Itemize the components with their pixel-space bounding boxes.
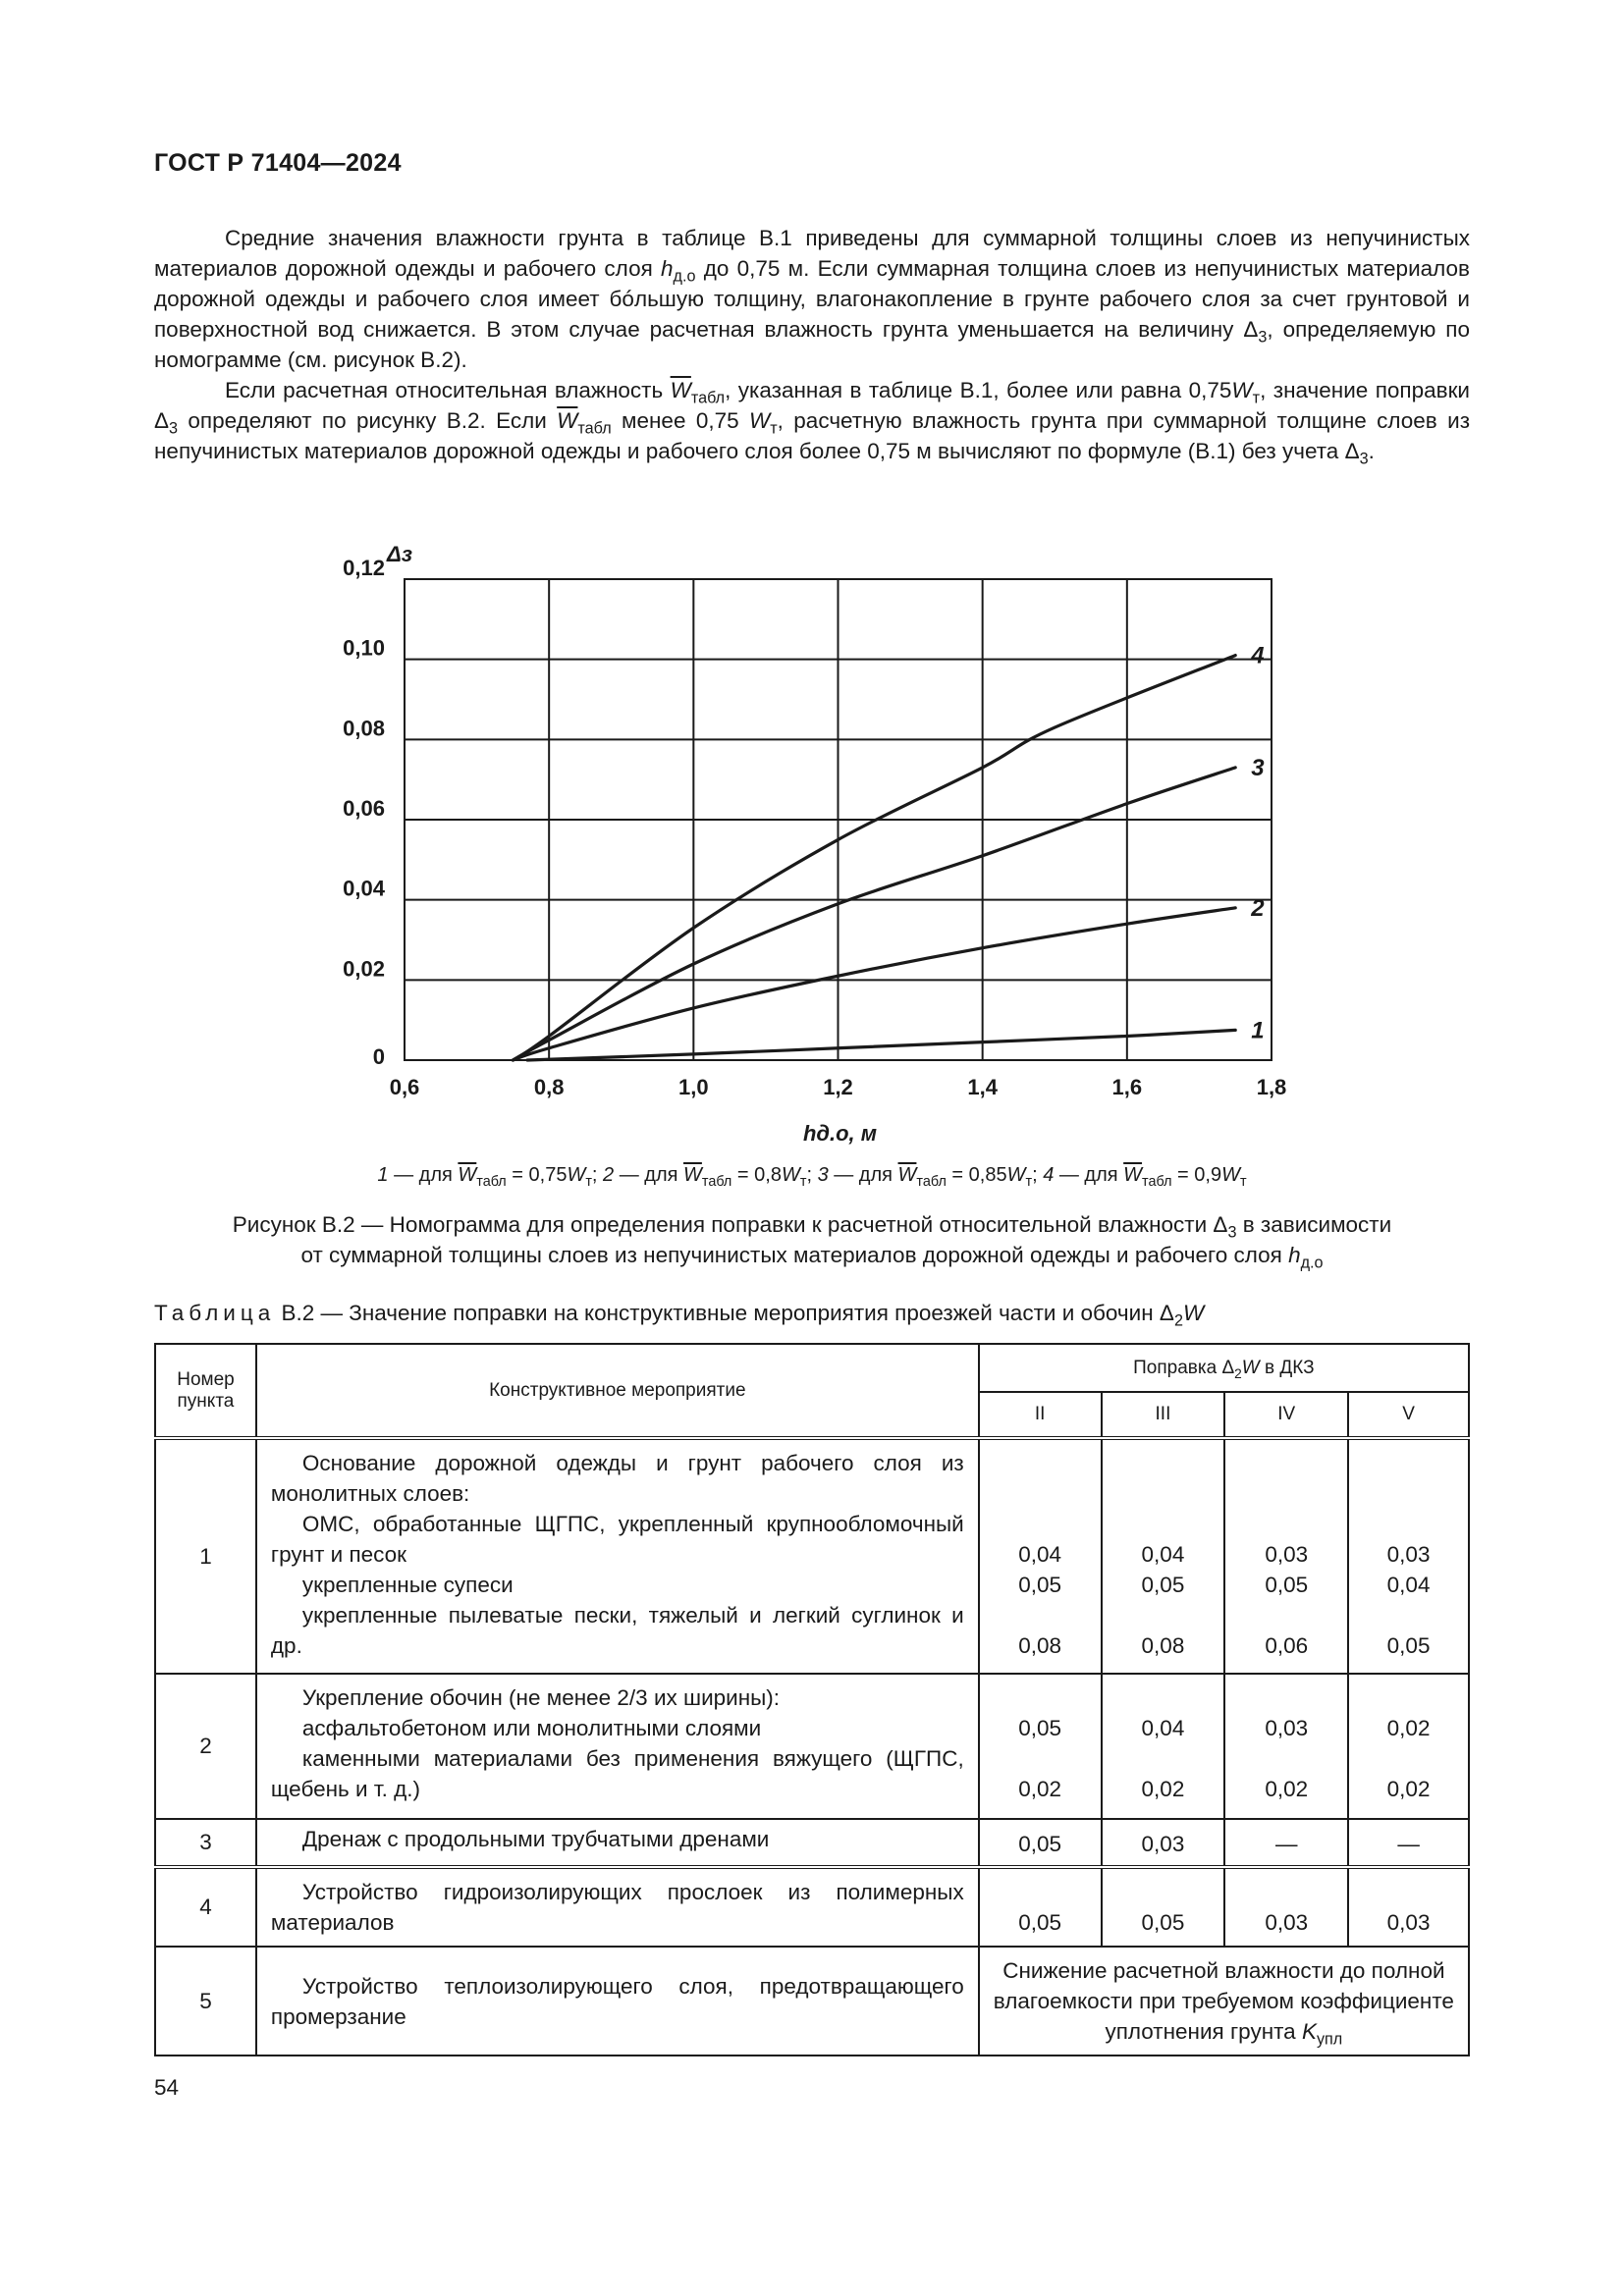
document-header: ГОСТ Р 71404—2024 xyxy=(154,149,402,177)
x-tick-label: 1,6 xyxy=(1111,1075,1143,1099)
table-row xyxy=(155,1819,1469,1867)
row-values: 0,04 0,02 xyxy=(1102,1674,1225,1819)
x-tick-label: 0,6 xyxy=(389,1075,420,1099)
nomogram-chart xyxy=(314,518,1316,1147)
figure-caption: Рисунок В.2 — Номограмма для определения поправки к расчетной относительной влажности $\Delta_3$ в зависимости от суммарной толщины слоев из непучинистых материалов дорожной одежды и рабочего слоя $h_{д.о}$ xyxy=(232,1212,1392,1272)
table-row xyxy=(155,1947,1469,2056)
row-values: 0,02 0,02 xyxy=(1348,1674,1469,1819)
table-title: Таблица В.2 — Значение поправки на конструктивные мероприятия проезжей части и обочин $\Delta_2W$ xyxy=(154,1301,1205,1330)
row-number: 3 xyxy=(155,1819,256,1867)
row-value: — xyxy=(1224,1819,1348,1867)
series-label-1: 1 xyxy=(1251,1017,1265,1044)
row-measure: Основание дорожной одежды и грунт рабочего слоя из монолитных слоев: ОМС, обработанные ЩГПС, укрепленный крупнообломочный грунт и песок укрепленные супеси укрепленные пылеватые пески, тяжелый и легкий суглинок и др. xyxy=(256,1438,979,1674)
x-tick-label: 1,0 xyxy=(678,1075,709,1099)
corrections-table xyxy=(154,1343,1470,2056)
row-value: 0,03 xyxy=(1224,1867,1348,1947)
row-measure: Дренаж с продольными трубчатыми дренами xyxy=(256,1819,979,1867)
x-axis-label: hд.о, м xyxy=(802,1121,878,1146)
row-values: 0,05 0,02 xyxy=(979,1674,1102,1819)
y-tick-label: 0,04 xyxy=(343,876,385,901)
row-value: 0,05 xyxy=(1102,1867,1225,1947)
row-number: 4 xyxy=(155,1867,256,1947)
series-label-3: 3 xyxy=(1251,754,1265,781)
row-number: 2 xyxy=(155,1674,256,1819)
y-tick-label: 0,12 xyxy=(343,556,385,580)
row-measure: Устройство гидроизолирующих прослоек из полимерных материалов xyxy=(256,1867,979,1947)
zone-header: II xyxy=(979,1392,1102,1438)
row-value: 0,05 xyxy=(979,1819,1102,1867)
row-values: 0,03 0,04 0,05 xyxy=(1348,1438,1469,1674)
page-number: 54 xyxy=(154,2075,180,2100)
paragraph-1: Средние значения влажности грунта в таблице В.1 приведены для суммарной толщины слоев из непучинистых материалов дорожной одежды и рабочего слоя $h_{д.о}$ до 0,75 м. Если суммарная толщина слоев из непучинистых материалов дорожной одежды и рабочего слоя имеет бóльшую толщину, влагонакопление в грунте рабочего слоя за счет грунтовой и поверхностной вод снижается. В этом случае расчетная влажность грунта уменьшается на величину $\Delta_3$, определяемую по номограмме (см. рисунок В.2). xyxy=(154,226,1471,372)
table-row xyxy=(155,1867,1469,1947)
row-value: 0,03 xyxy=(1348,1867,1469,1947)
y-tick-label: 0,02 xyxy=(343,956,385,982)
y-tick-label: 0 xyxy=(372,1044,385,1069)
y-tick-label: 0,10 xyxy=(343,635,385,661)
zone-header: IV xyxy=(1224,1392,1348,1438)
row-measure: Укрепление обочин (не менее 2/3 их ширины): асфальтобетоном или монолитными слоями каменными материалами без применения вяжущего (ЩГПС, щебень и т. д.) xyxy=(256,1674,979,1819)
header-measure: Конструктивное мероприятие xyxy=(256,1344,979,1438)
row-number: 5 xyxy=(155,1947,256,2056)
series-line-1 xyxy=(527,1030,1235,1060)
row-values: 0,04 0,05 0,08 xyxy=(979,1438,1102,1674)
row-note: Снижение расчетной влажности до полной влагоемкости при требуемом коэффициенте уплотнения грунта $K_{упл}$ xyxy=(979,1947,1469,2056)
y-tick-label: 0,08 xyxy=(343,716,385,741)
row-number: 1 xyxy=(155,1438,256,1674)
row-value: 0,05 xyxy=(979,1867,1102,1947)
row-measure: Устройство теплоизолирующего слоя, предотвращающего промерзание xyxy=(256,1947,979,2056)
zone-header: V xyxy=(1348,1392,1469,1438)
x-tick-label: 1,8 xyxy=(1256,1075,1287,1099)
y-axis-label: Δз xyxy=(387,542,412,566)
table-row xyxy=(155,1674,1469,1819)
x-tick-label: 1,4 xyxy=(967,1075,998,1099)
x-tick-label: 0,8 xyxy=(533,1075,565,1099)
y-tick-label: 0,06 xyxy=(343,796,385,821)
row-value: — xyxy=(1348,1819,1469,1867)
row-values: 0,03 0,02 xyxy=(1224,1674,1348,1819)
paragraph-2: Если расчетная относительная влажность $\overline{W}_{табл}$, указанная в таблице В.1, более или равна $0,75W_т$, значение поправки $\Delta_3$ определяют по рисунку В.2. Если $\overline{W}_{табл}$ менее 0,75 $W_т$, расчетную влажность грунта при суммарной толщине слоев из непучинистых материалов дорожной одежды и рабочего слоя более 0,75 м вычисляют по формуле (В.1) без учета $\Delta_3$. xyxy=(154,378,1471,468)
x-tick-label: 1,2 xyxy=(823,1075,853,1099)
header-correction: Поправка $\Delta_2W$ в ДКЗ xyxy=(979,1344,1469,1392)
row-value: 0,03 xyxy=(1102,1819,1225,1867)
series-label-2: 2 xyxy=(1251,894,1265,922)
row-values: 0,04 0,05 0,08 xyxy=(1102,1438,1225,1674)
table-row xyxy=(155,1438,1469,1674)
zone-header: III xyxy=(1102,1392,1225,1438)
series-label-4: 4 xyxy=(1251,642,1265,669)
chart-legend: 1 — для $\overline{W}_{табл} = 0,75W_т$; 2 — для $\overline{W}_{табл} = 0,8W_т$; 3 — для $\overline{W}_{табл} = 0,85W_т$; 4 — для $\overline{W}_{табл} = 0,9W_т$ xyxy=(377,1164,1247,1191)
header-number: Номер пункта xyxy=(155,1344,256,1438)
row-values: 0,03 0,05 0,06 xyxy=(1224,1438,1348,1674)
